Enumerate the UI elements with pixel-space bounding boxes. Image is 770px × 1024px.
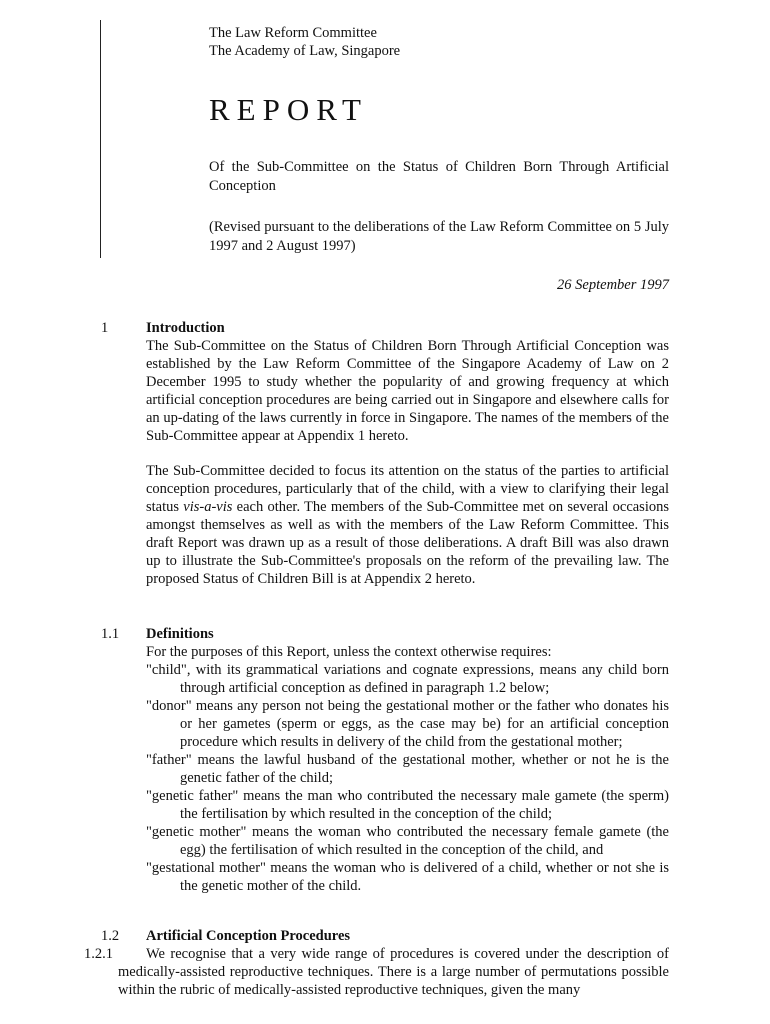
section-number-1-1: 1.1 <box>101 626 120 642</box>
vertical-margin-rule <box>100 20 101 258</box>
section-introduction <box>146 319 669 588</box>
section-heading-introduction: Introduction <box>146 320 225 336</box>
definition-item: "donor" means any person not being the gestational mother or the father who donates his or her gametes (sperm or eggs, as the case may be) for an artificial conception procedure which results in delivery of the child from the gestational mother; <box>146 698 669 750</box>
header-line-2: The Academy of Law, Singapore <box>209 43 401 59</box>
report-date: 26 September 1997 <box>557 277 669 293</box>
paragraph-1-2-1-body <box>84 945 669 999</box>
section-number-1: 1 <box>101 320 109 336</box>
paragraph-number-1-2-1: 1.2.1 <box>84 946 113 962</box>
paragraph-1-2-1 <box>84 945 669 999</box>
definition-item: "genetic father" means the man who contributed the necessary male gamete (the sperm) the fertilisation by which resulted in the conception of the child; <box>146 788 669 822</box>
paragraph-2-text-b: each other. The members of the Sub-Committee met on several occasions amongst themselves as well as with the members of the Law Reform Committee. This draft Report was drawn up as a result of those deliberations. A draft Bill was also drawn up to illustrate the Sub-Committee's proposals on the reform of the prevailing law. The proposed Status of Children Bill is at Appendix 2 hereto. <box>146 499 669 587</box>
paragraph-2-text-a: The Sub-Committee decided to focus its attention on the status of the parties to artificial conception procedures, particularly that of the child, with a view to clarifying their legal status <box>146 463 669 515</box>
introduction-paragraph-2 <box>146 462 669 588</box>
section-number-1-2: 1.2 <box>101 928 120 944</box>
report-subtitle: Of the Sub-Committee on the Status of Children Born Through Artificial Conception <box>209 159 669 194</box>
definition-item: "father" means the lawful husband of the gestational mother, whether or not he is the genetic father of the child; <box>146 752 669 786</box>
definition-item: "child", with its grammatical variations and cognate expressions, means any child born through artificial conception as defined in paragraph 1.2 below; <box>146 662 669 696</box>
paragraph-1-2-1-text: We recognise that a very wide range of procedures is covered under the description of medically-assisted reproductive techniques. There is a large number of permutations possible within the rubric of medically-assisted reproductive techniques, given the many <box>118 946 669 998</box>
revision-note: (Revised pursuant to the deliberations of the Law Reform Committee on 5 July 1997 and 2 August 1997) <box>209 219 669 254</box>
header-line-1: The Law Reform Committee <box>209 25 377 41</box>
report-title: REPORT <box>209 92 368 127</box>
paragraph-2-italic: vis-a-vis <box>183 499 233 515</box>
definition-item: "genetic mother" means the woman who contributed the necessary female gamete (the egg) the fertilisation of which resulted in the conception of the child, and <box>146 824 669 858</box>
section-definitions <box>146 625 669 895</box>
section-heading-artificial-conception: Artificial Conception Procedures <box>146 928 351 944</box>
section-heading-definitions: Definitions <box>146 626 214 642</box>
introduction-paragraph-1: The Sub-Committee on the Status of Children Born Through Artificial Conception was established by the Law Reform Committee of the Singapore Academy of Law on 2 December 1995 to study whether the popularity of and growing frequency at which artificial conception procedures are being carried out in Singapore and elsewhere calls for an up-dating of the laws currently in force in Singapore. The names of the members of the Sub-Committee appear at Appendix 1 hereto. <box>146 338 669 444</box>
definitions-intro: For the purposes of this Report, unless the context otherwise requires: <box>146 644 552 660</box>
committee-header <box>209 24 669 60</box>
definition-item: "gestational mother" means the woman who is delivered of a child, whether or not she is the genetic mother of the child. <box>146 860 669 894</box>
